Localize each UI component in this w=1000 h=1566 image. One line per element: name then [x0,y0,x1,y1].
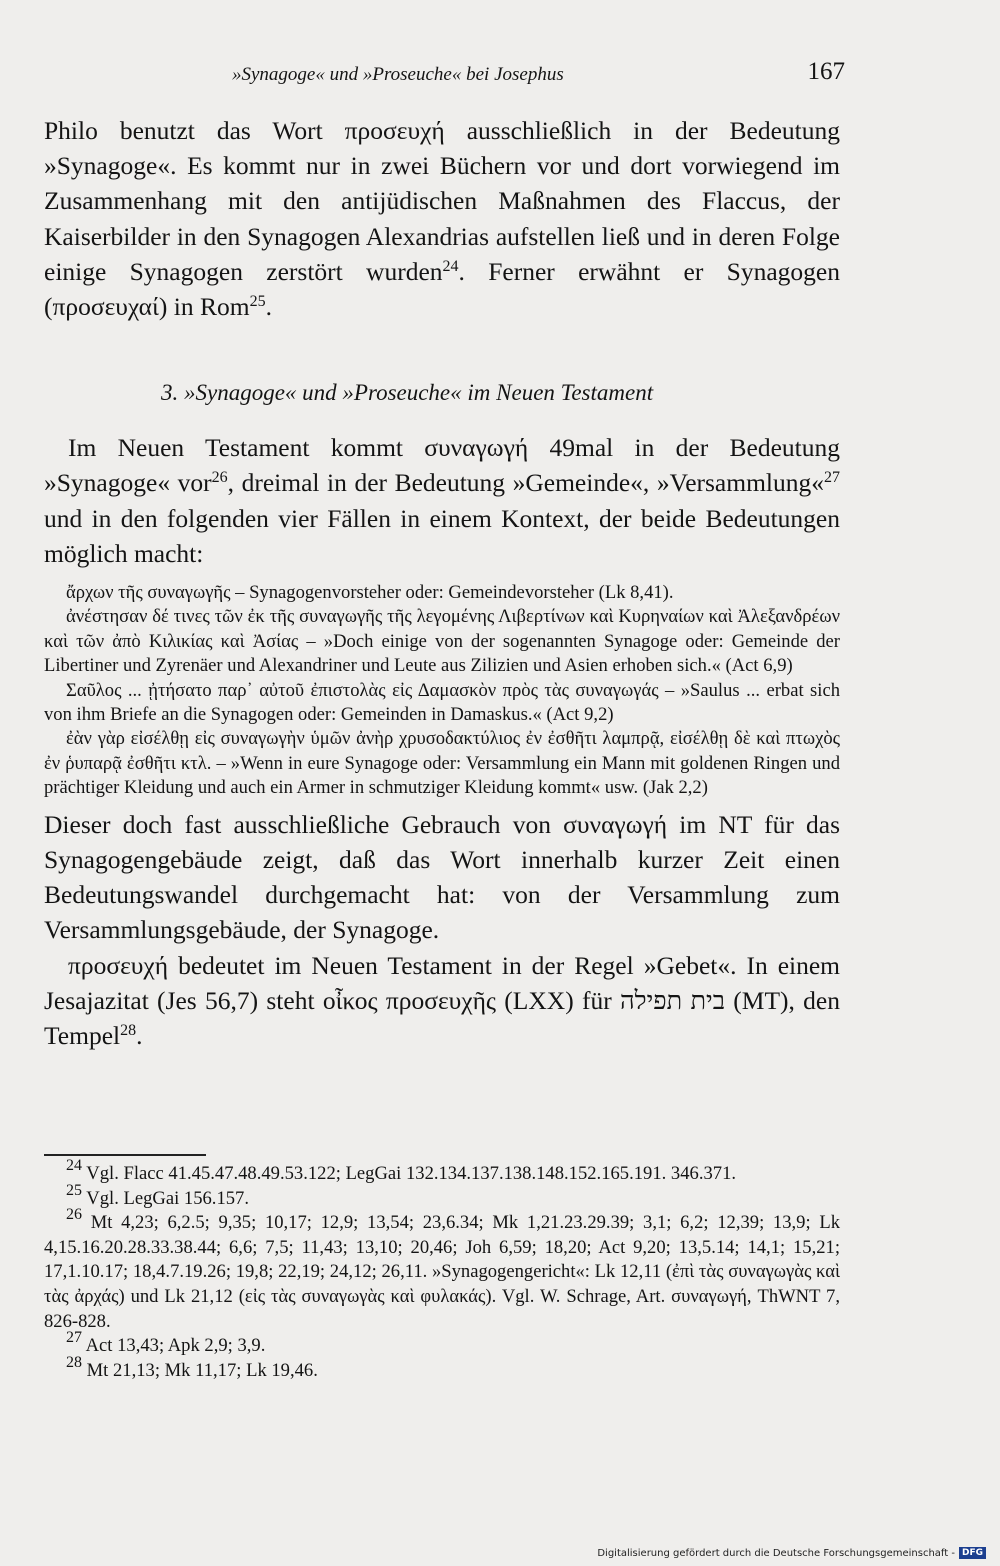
footnotes [44,1154,840,1383]
paragraph-philo [44,113,840,324]
footnote-ref[interactable]: 25 [249,293,266,311]
footnote-ref[interactable]: 26 [211,469,228,487]
paragraph-text: und in den folgenden vier Fällen in einem Kontext, der beide Bedeutungen möglich macht: [44,503,840,568]
paragraph-text: Philo benutzt das Wort προσευχή ausschließlich in der Bedeutung »Synagoge«. Es kommt nur in zwei Büchern vor und dort vorwiegend im Zusammenhang mit den antijüdischen Maßnahmen des Flaccus, der Kaiserbilder in den Synagogen Alexandrias aufstellen ließ und in deren Folge einige Synagogen zerstört wurden [44,116,840,286]
paragraph-text: . Ferner erwähnt er Synagogen (προσευχαί) in Rom [44,256,840,322]
page-number: 167 [807,58,845,85]
digitization-footer [597,1547,986,1559]
footnote-text: Vgl. LegGai 156.157. [82,1187,249,1209]
footnote-number: 24 [66,1157,82,1174]
footnote-text: Mt 21,13; Mk 11,17; Lk 19,46. [82,1359,318,1381]
footnote-number: 25 [66,1181,82,1199]
footnote-ref[interactable]: 28 [120,1021,137,1039]
section-heading: 3. »Synagoge« und »Proseuche« im Neuen Testament [161,380,654,406]
footnote-text: Act 13,43; Apk 2,9; 3,9. [82,1335,266,1357]
footnote-28 [44,1353,840,1384]
footnote-27 [44,1329,840,1359]
quote-item: Σαῦλος ... ᾐτήσατο παρ᾽ αὐτοῦ ἐπιστολὰς εἰς Δαμασκὸν πρὸς τὰς συναγωγάς – »Saulus ... erbat sich von ihm Briefe an die Synagogen oder: Gemeinden in Damaskus.« (Act 9,2) [44,679,840,726]
paragraph-text: . [265,292,272,322]
footnote-number: 27 [66,1329,82,1347]
paragraph-text: , dreimal in der Bedeutung »Gemeinde«, »Versammlung« [227,468,824,498]
running-head: »Synagoge« und »Proseuche« bei Josephus [232,64,564,85]
paragraph-nt [44,430,840,571]
footnote-25 [44,1181,840,1212]
paragraph-text: προσευχή bedeutet im Neuen Testament in der Regel »Gebet«. In einem Jesajazitat (Jes 56,7) steht οἶκος προσευχῆς (LXX) für בית תפילה (MT), den Tempel [44,950,840,1050]
footnote-number: 26 [66,1206,82,1224]
quote-block [44,581,840,801]
quote-item: ἄρχων τῆς συναγωγῆς – Synagogenvorsteher oder: Gemeindevorsteher (Lk 8,41). [66,582,674,604]
footnote-text: Vgl. Flacc 41.45.47.48.49.53.122; LegGai 132.134.137.138.148.152.165.191. 346.371. [82,1163,737,1184]
paragraph-proseuche [44,948,840,1054]
paragraph-text: . [136,1020,143,1050]
footnote-ref[interactable]: 24 [442,257,459,275]
quote-item: ἀνέστησαν δέ τινες τῶν ἐκ τῆς συναγωγῆς τῆς λεγομένης Λιβερτίνων καὶ Κυρηναίων καὶ Ἀλεξανδρέων καὶ τῶν ἀπὸ Κιλικίας καὶ Ἀσίας – »Doch einige von der sogenannten Synagoge oder: Gemeinde der Libertiner und Zyrenäer und Alexandriner und Leute aus Zilizien und Asien erhoben sich.« (Act 6,9) [44,606,840,677]
paragraph-usage: Dieser doch fast ausschließliche Gebrauch von συναγωγή im NT für das Synagogengebäude zeigt, daß das Wort innerhalb kurzer Zeit einen Bedeutungswandel durchgemacht hat: von der Versammlung zum Versammlungsgebäude, der Synagoge. [44,809,840,945]
page-header [44,58,843,94]
quote-item: ἐὰν γὰρ εἰσέλθῃ εἰς συναγωγὴν ὑμῶν ἀνὴρ χρυσοδακτύλιος ἐν ἐσθῆτι λαμπρᾷ, εἰσέλθῃ δὲ καὶ πτωχὸς ἐν ῥυπαρᾷ ἐσθῆτι κτλ. – »Wenn in eure Synagoge oder: Versammlung ein Mann mit goldenen Ringen und prächtiger Kleidung und auch ein Armer in schmutziger Kleidung kommt« usw. (Jak 2,2) [44,728,840,799]
footnote-text: Mt 4,23; 6,2.5; 9,35; 10,17; 12,9; 13,54; 23,6.34; Mk 1,21.23.29.39; 3,1; 6,2; 12,39; 13,9; Lk 4,15.16.20.28.33.38.44; 6,6; 7,5; 11,43; 13,10; 20,46; Joh 6,59; 18,20; Act 9,20; 13,5.14; 14,1; 15,21; 17,1.10.17; 18,4.7.19.26; 19,8; 22,19; 24,12; 26,11. »Synagogengericht«: Lk 12,11 (ἐπὶ τὰς συναγωγὰς καὶ τὰς ἀρχάς) und Lk 21,12 (εἰς τὰς συναγωγὰς καὶ φυλακάς). Vgl. W. Schrage, Art. συναγωγή, ThWNT 7, 826-828. [44,1212,840,1332]
paragraph-text: Im Neuen Testament kommt συναγωγή 49mal in der Bedeutung »Synagoge« vor [44,433,840,498]
footnote-number: 28 [66,1353,82,1371]
footnote-ref[interactable]: 27 [824,469,840,487]
main-text [44,113,840,1053]
digitization-note: Digitalisierung gefördert durch die Deutsche Forschungsgemeinschaft - [597,1547,955,1559]
dfg-logo-icon[interactable]: DFG [959,1547,986,1559]
footnote-24 [44,1157,840,1187]
footnote-divider [44,1154,206,1156]
footnote-26 [44,1206,840,1334]
